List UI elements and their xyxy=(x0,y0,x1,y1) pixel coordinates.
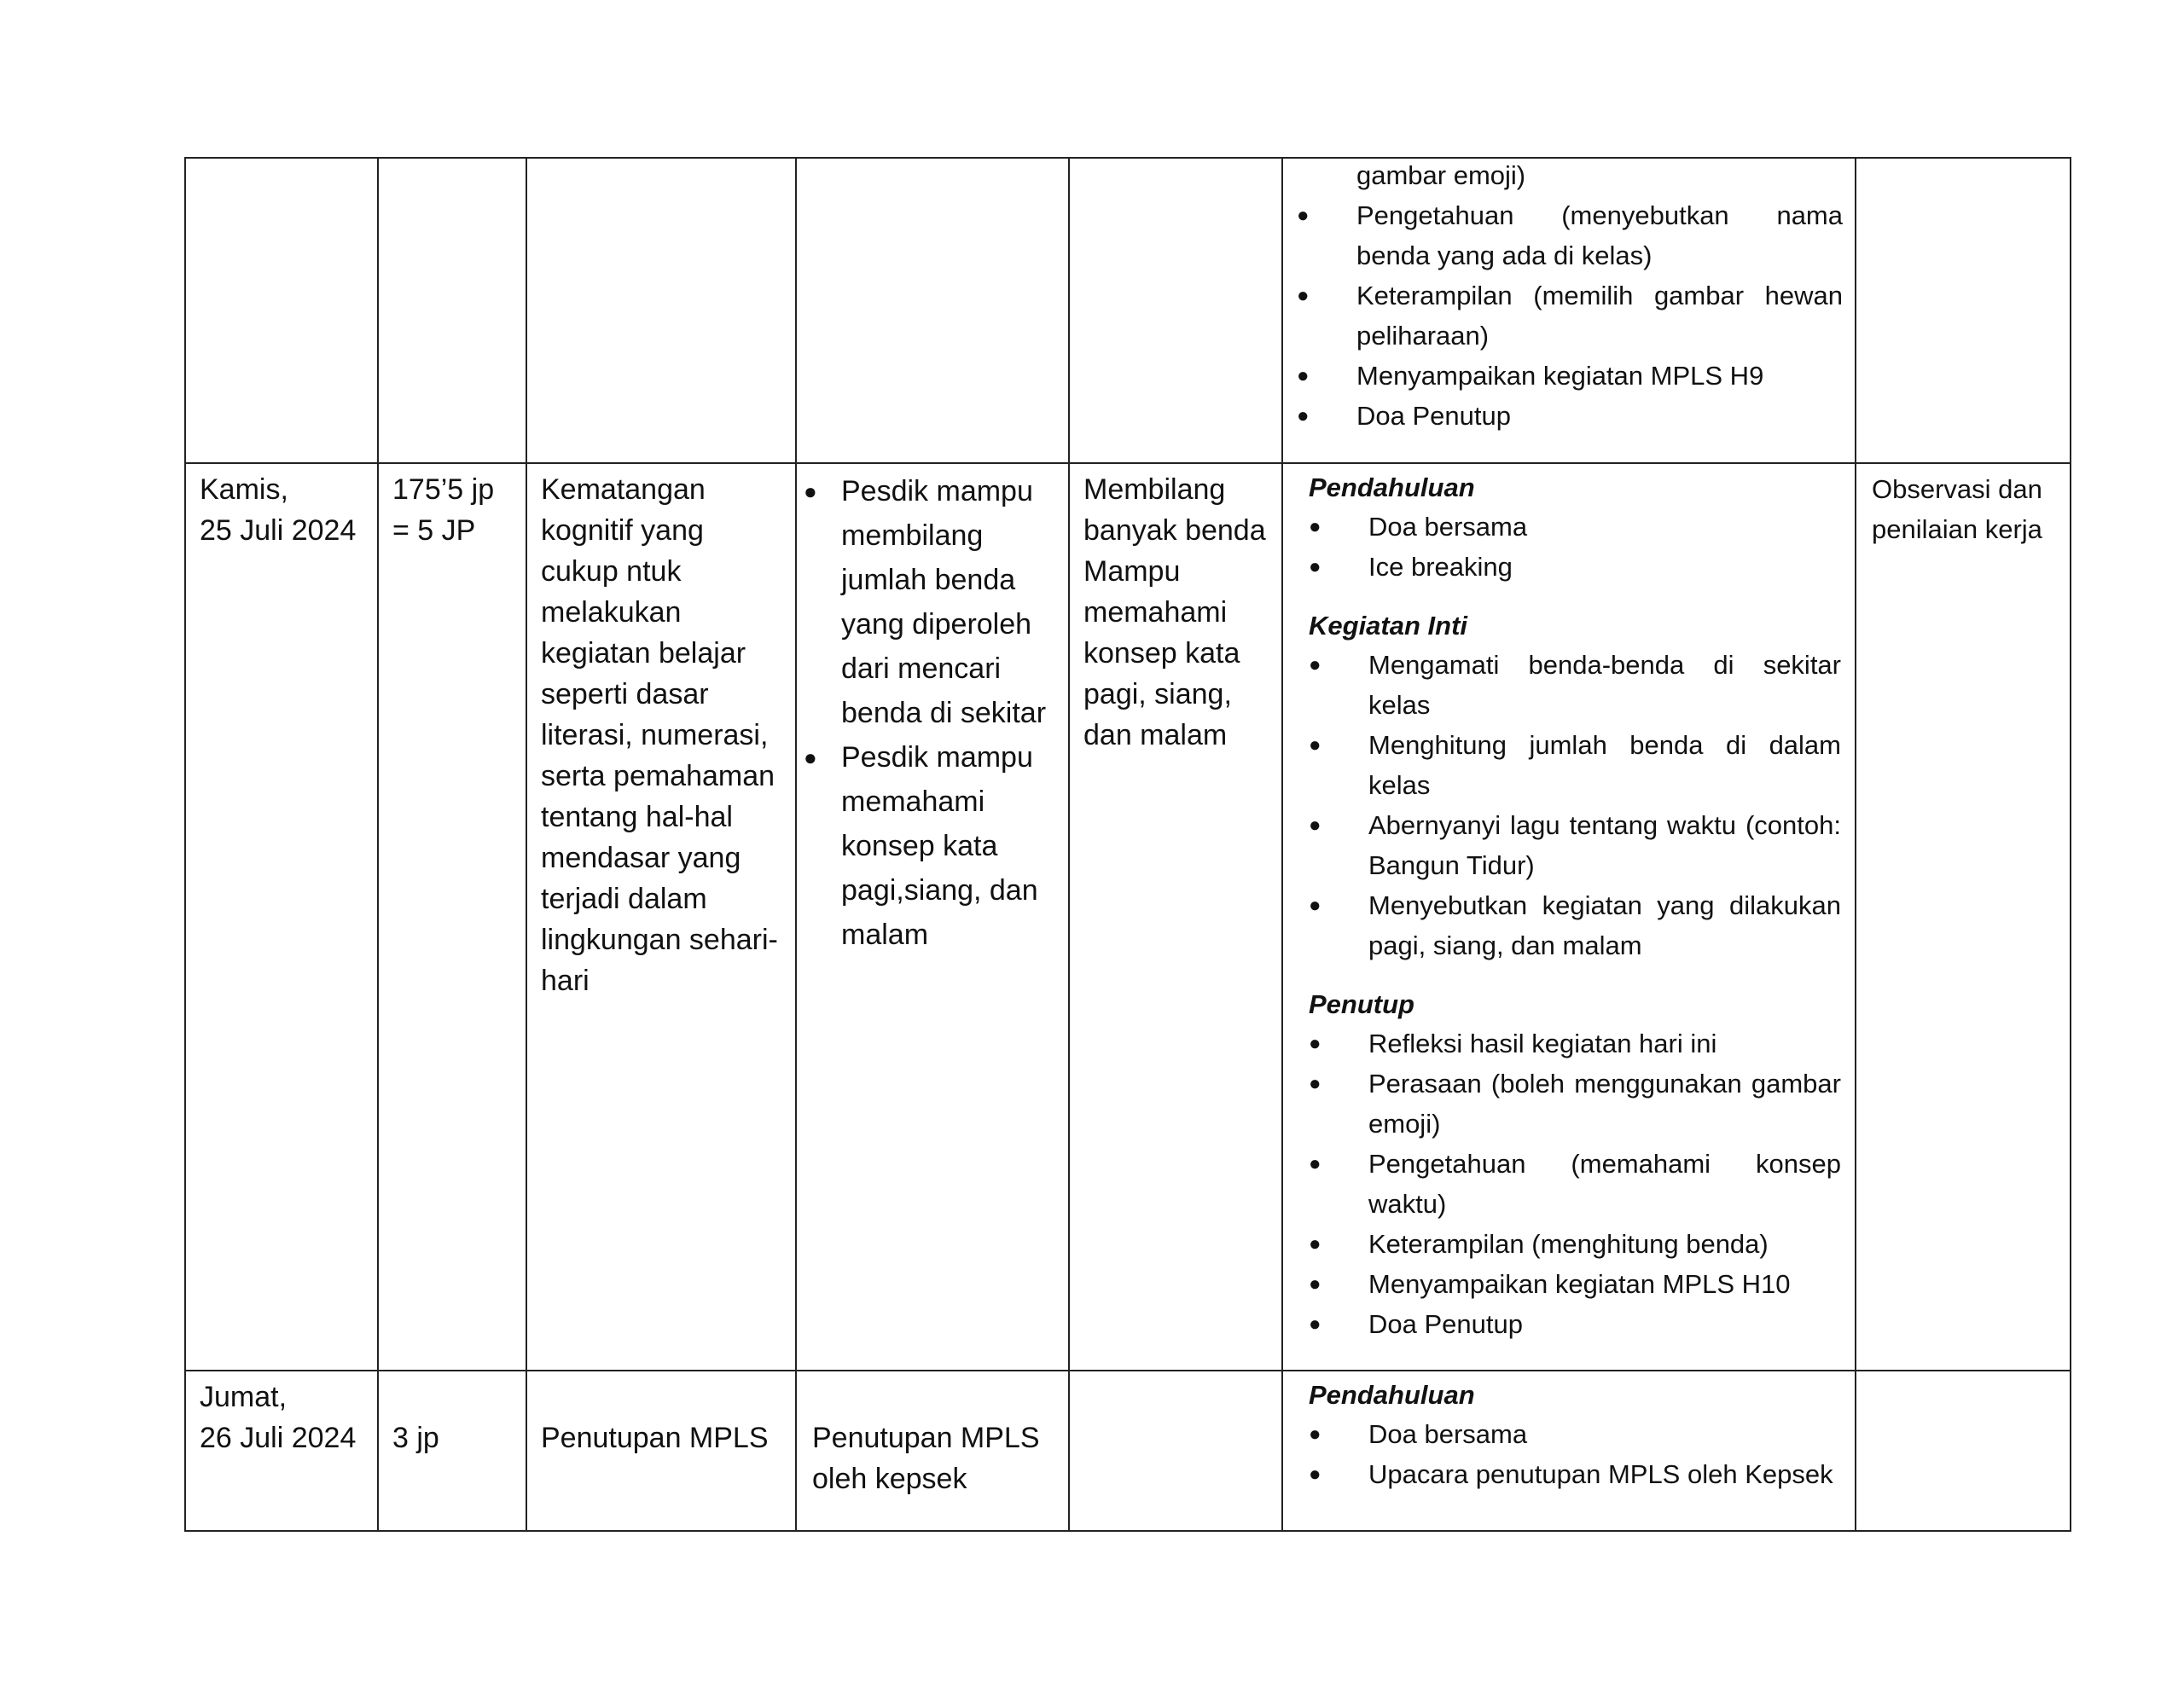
cell-material-kamis xyxy=(1069,463,1282,1371)
cell-assessment-kamis xyxy=(1856,463,2071,1371)
bullet-icon: ● xyxy=(804,478,817,504)
material-text: Membilang banyak benda Mampu memahami konsep kata pagi, siang, dan malam xyxy=(1083,473,1266,751)
bullet-icon: ● xyxy=(1309,814,1321,837)
bullet-icon: ● xyxy=(1309,1423,1321,1446)
bullet-icon: ● xyxy=(1309,1272,1321,1296)
bullet-icon: ● xyxy=(1297,284,1310,307)
objectives-list xyxy=(804,469,1061,957)
bullet-icon: ● xyxy=(1297,404,1310,427)
list-item: ● Pesdik mampu membilang jumlah benda yang diperoleh dari mencari benda di sekitar xyxy=(804,469,1061,735)
cell-competency-jumat xyxy=(526,1371,796,1531)
competency-text: Kematangan kognitif yang cukup ntuk melakukan kegiatan belajar seperti dasar literasi, numerasi, serta pemahaman tentang hal-hal mendasar yang terjadi dalam lingkungan sehari-hari xyxy=(541,473,778,997)
jp-line-2: = 5 JP xyxy=(392,514,476,547)
list-item: ● Mengamati benda-benda di sekitar kelas xyxy=(1309,645,1841,725)
bullet-icon: ● xyxy=(1309,1072,1321,1095)
list-item: ● Refleksi hasil kegiatan hari ini xyxy=(1309,1023,1841,1064)
cell-activities-kamis xyxy=(1282,463,1856,1371)
section-title-kegiatan-inti: Kegiatan Inti xyxy=(1309,611,1468,641)
cell-date-kamis xyxy=(185,463,378,1371)
cell-assessment-prev xyxy=(1856,158,2071,463)
bullet-icon: ● xyxy=(1309,1152,1321,1175)
cell-objective-prev xyxy=(796,158,1069,463)
kegiatan-inti-list xyxy=(1309,645,1841,965)
list-item: ● Upacara penutupan MPLS oleh Kepsek xyxy=(1309,1454,1841,1494)
table-row-kamis xyxy=(185,463,2071,1371)
bullet-icon: ● xyxy=(1309,733,1321,757)
jp-line-1: 175’5 jp xyxy=(392,473,495,506)
bullet-icon: ● xyxy=(1309,1313,1321,1336)
list-item: ● Menyampaikan kegiatan MPLS H10 xyxy=(1309,1264,1841,1304)
cell-jp-prev xyxy=(378,158,526,463)
list-item: ● Ice breaking xyxy=(1309,547,1841,587)
list-item: ● Doa Penutup xyxy=(1297,396,1843,436)
list-item: ● Doa Penutup xyxy=(1309,1304,1841,1344)
bullet-icon: ● xyxy=(1309,1232,1321,1255)
list-item: ● Abernyanyi lagu tentang waktu (contoh: Bangun Tidur) xyxy=(1309,805,1841,885)
list-item: ● Menyebutkan kegiatan yang dilakukan pagi, siang, dan malam xyxy=(1309,885,1841,965)
section-title-penutup: Penutup xyxy=(1309,989,1414,1019)
cell-date-prev xyxy=(185,158,378,463)
cell-jp-kamis xyxy=(378,463,526,1371)
pendahuluan-list xyxy=(1309,1414,1841,1494)
competency-text: Penutupan MPLS xyxy=(541,1422,769,1454)
date-label: 26 Juli 2024 xyxy=(200,1422,357,1454)
list-item: ● Menyampaikan kegiatan MPLS H9 xyxy=(1297,356,1843,396)
lesson-plan-table xyxy=(184,157,2071,1532)
bullet-icon: ● xyxy=(1297,364,1310,387)
section-title-pendahuluan: Pendahuluan xyxy=(1309,1380,1475,1410)
bullet-icon: ● xyxy=(804,745,817,770)
bullet-icon: ● xyxy=(1309,894,1321,917)
day-label: Kamis, xyxy=(200,473,288,506)
list-item: ● Doa bersama xyxy=(1309,1414,1841,1454)
table-row-previous xyxy=(185,158,2071,463)
cell-competency-prev xyxy=(526,158,796,463)
pendahuluan-list xyxy=(1309,507,1841,587)
list-item: ● Menghitung jumlah benda di dalam kelas xyxy=(1309,725,1841,805)
bullet-icon: ● xyxy=(1309,1032,1321,1055)
cell-jp-jumat xyxy=(378,1371,526,1531)
cell-objective-kamis xyxy=(796,463,1069,1371)
date-label: 25 Juli 2024 xyxy=(200,514,357,547)
list-item: ● Keterampilan (menghitung benda) xyxy=(1309,1224,1841,1264)
day-label: Jumat, xyxy=(200,1381,288,1413)
bullet-icon: ● xyxy=(1309,515,1321,538)
cell-activities-jumat xyxy=(1282,1371,1856,1531)
cell-material-prev xyxy=(1069,158,1282,463)
assessment-text: Observasi dan penilaian kerja xyxy=(1872,474,2042,544)
jp-text: 3 jp xyxy=(392,1422,439,1454)
cell-date-jumat xyxy=(185,1371,378,1531)
bullet-icon: ● xyxy=(1297,204,1310,227)
bullet-icon: ● xyxy=(1309,653,1321,676)
list-item: ● Perasaan (boleh menggunakan gambar emoji) xyxy=(1309,1064,1841,1144)
list-item: ● Pengetahuan (menyebutkan nama benda yang ada di kelas) xyxy=(1297,195,1843,275)
table-row-jumat xyxy=(185,1371,2071,1531)
section-title-pendahuluan: Pendahuluan xyxy=(1309,472,1475,502)
cell-material-jumat xyxy=(1069,1371,1282,1531)
list-item: ● Keterampilan (memilih gambar hewan peliharaan) xyxy=(1297,275,1843,356)
objective-text: Penutupan MPLS oleh kepsek xyxy=(812,1422,1040,1495)
list-item: gambar emoji) xyxy=(1356,160,1526,190)
bullet-icon: ● xyxy=(1309,555,1321,578)
list-item: ● Pesdik mampu memahami konsep kata pagi,siang, dan malam xyxy=(804,735,1061,957)
activities-list-prev xyxy=(1297,155,1843,436)
cell-assessment-jumat xyxy=(1856,1371,2071,1531)
list-item: ● Doa bersama xyxy=(1309,507,1841,547)
cell-activities-prev xyxy=(1282,158,1856,463)
list-item: ● Pengetahuan (memahami konsep waktu) xyxy=(1309,1144,1841,1224)
cell-competency-kamis xyxy=(526,463,796,1371)
cell-objective-jumat xyxy=(796,1371,1069,1531)
penutup-list xyxy=(1309,1023,1841,1344)
bullet-icon: ● xyxy=(1309,1463,1321,1486)
